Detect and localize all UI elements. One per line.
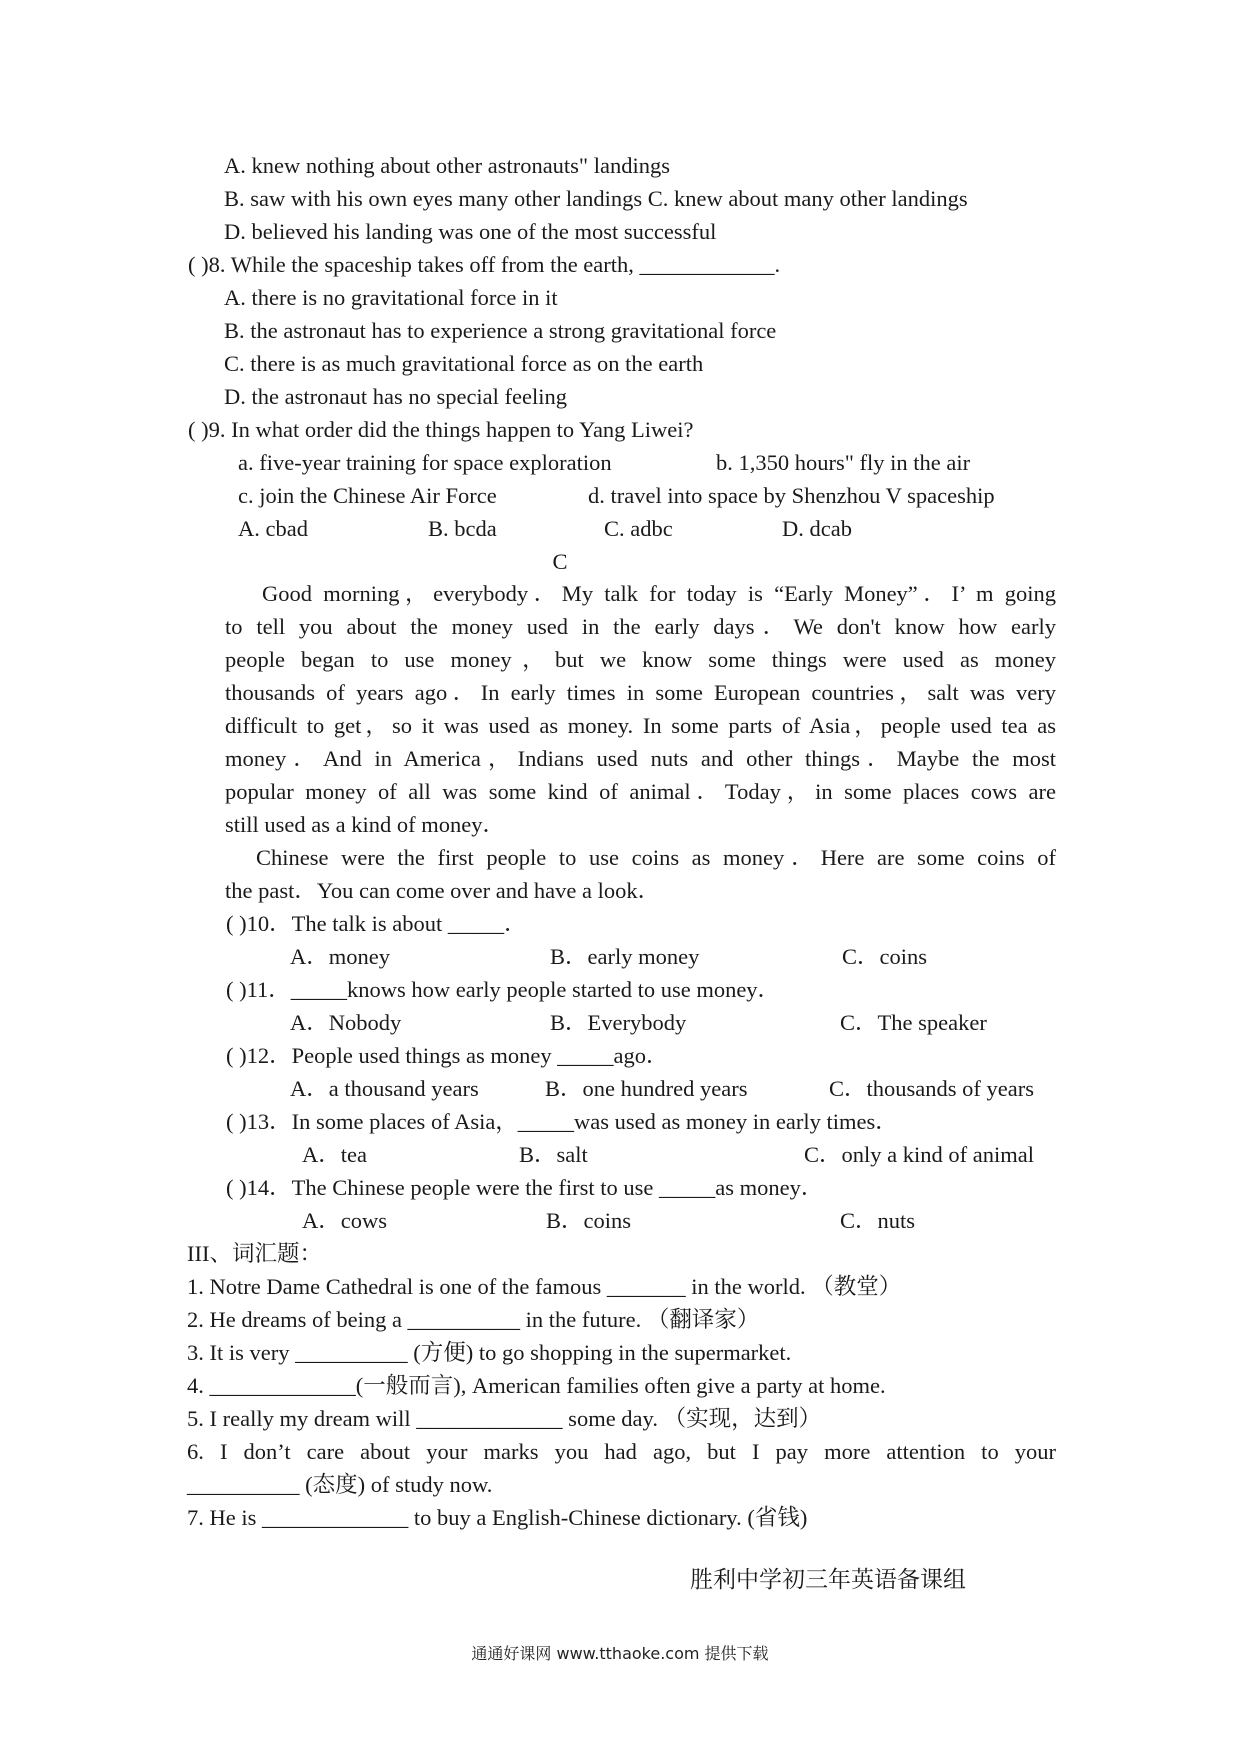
q14-option-b: B．coins bbox=[546, 1208, 632, 1233]
q7-option-d: D. believed his landing was one of the most successful bbox=[224, 219, 717, 244]
passage-c-line: Chinese were the first people to use coins as money．Here are some coins of bbox=[256, 845, 1056, 870]
q12-option-a: A．a thousand years bbox=[290, 1076, 479, 1101]
q9-event-d: d. travel into space by Shenzhou V spaceship bbox=[588, 483, 995, 508]
vocab-item-2: 2. He dreams of being a __________ in the future. （翻译家） bbox=[187, 1307, 760, 1332]
q9-option-b: B. bcda bbox=[428, 516, 497, 541]
passage-c-line: difficult to get，so it was used as money. In some parts of Asia，people used tea as bbox=[225, 713, 1056, 738]
q14-option-a: A．cows bbox=[302, 1208, 387, 1233]
passage-c-label: C bbox=[552, 549, 568, 574]
q13-option-b: B．salt bbox=[519, 1142, 588, 1167]
q11-option-b: B．Everybody bbox=[550, 1010, 687, 1035]
q13-option-c: C．only a kind of animal bbox=[804, 1142, 1034, 1167]
passage-c-line: still used as a kind of money． bbox=[225, 812, 505, 837]
q7-option-b-c: B. saw with his own eyes many other landings C. knew about many other landings bbox=[224, 186, 968, 211]
vocab-item-5: 5. I really my dream will _____________ some day. （实现，达到） bbox=[187, 1406, 822, 1431]
q10-option-b: B．early money bbox=[550, 944, 700, 969]
q9-stem: ( )9. In what order did the things happen to Yang Liwei? bbox=[188, 417, 694, 442]
q8-option-d: D. the astronaut has no special feeling bbox=[224, 384, 568, 409]
vocab-item-6: 6. I don’t care about your marks you had ago, but I pay more attention to your bbox=[187, 1439, 1056, 1464]
vocab-heading: III、词汇题： bbox=[187, 1241, 322, 1266]
q12-option-c: C．thousands of years bbox=[829, 1076, 1034, 1101]
q11-stem: ( )11．_____knows how early people started to use money． bbox=[226, 977, 781, 1002]
q8-option-c: C. there is as much gravitational force as on the earth bbox=[224, 351, 704, 376]
q12-option-b: B．one hundred years bbox=[545, 1076, 748, 1101]
q9-option-a: A. cbad bbox=[238, 516, 308, 541]
vocab-item-6-cont: __________ (态度) of study now. bbox=[187, 1472, 493, 1497]
passage-c-line: the past．You can come over and have a look． bbox=[225, 878, 661, 903]
signature: 胜利中学初三年英语备课组 bbox=[690, 1567, 966, 1592]
passage-c-line: thousands of years ago．In early times in some European countries，salt was very bbox=[225, 680, 1056, 705]
passage-c-line: to tell you about the money used in the early days．We don't know how early bbox=[225, 614, 1056, 639]
q9-event-a: a. five-year training for space exploration bbox=[238, 450, 612, 475]
q10-stem: ( )10．The talk is about _____． bbox=[226, 911, 527, 936]
download-footer: 通通好课网 www.tthaoke.com 提供下载 bbox=[471, 1644, 769, 1663]
q14-stem: ( )14．The Chinese people were the first to use _____as money． bbox=[226, 1175, 824, 1200]
q10-option-a: A．money bbox=[290, 944, 390, 969]
vocab-item-1: 1. Notre Dame Cathedral is one of the famous _______ in the world. （教堂） bbox=[187, 1274, 902, 1299]
q13-stem: ( )13．In some places of Asia，_____was used as money in early times． bbox=[226, 1109, 898, 1134]
passage-c-line: money．And in America，Indians used nuts and other things．Maybe the most bbox=[225, 746, 1056, 771]
q9-option-c: C. adbc bbox=[604, 516, 673, 541]
q11-option-c: C．The speaker bbox=[840, 1010, 987, 1035]
vocab-item-7: 7. He is _____________ to buy a English-Chinese dictionary. (省钱) bbox=[187, 1505, 808, 1530]
q14-option-c: C．nuts bbox=[840, 1208, 916, 1233]
vocab-item-4: 4. _____________(一般而言), American families often give a party at home. bbox=[187, 1373, 886, 1398]
vocab-item-3: 3. It is very __________ (方便) to go shopping in the supermarket. bbox=[187, 1340, 792, 1365]
passage-c-line: people began to use money，but we know some things were used as money bbox=[225, 647, 1056, 672]
q8-option-b: B. the astronaut has to experience a strong gravitational force bbox=[224, 318, 777, 343]
q12-stem: ( )12．People used things as money _____ago． bbox=[226, 1043, 669, 1068]
q9-event-b: b. 1,350 hours" fly in the air bbox=[716, 450, 971, 475]
q8-option-a: A. there is no gravitational force in it bbox=[224, 285, 558, 310]
q13-option-a: A．tea bbox=[302, 1142, 367, 1167]
q8-stem: ( )8. While the spaceship takes off from the earth, ____________. bbox=[188, 252, 781, 277]
q9-event-c: c. join the Chinese Air Force bbox=[238, 483, 497, 508]
q11-option-a: A．Nobody bbox=[290, 1010, 402, 1035]
q7-option-a: A. knew nothing about other astronauts" landings bbox=[224, 153, 670, 178]
q9-option-d: D. dcab bbox=[782, 516, 852, 541]
q10-option-c: C．coins bbox=[842, 944, 928, 969]
passage-c-line: Good morning，everybody．My talk for today is “Early Money”．I’ m going bbox=[262, 581, 1056, 606]
passage-c-line: popular money of all was some kind of animal．Today，in some places cows are bbox=[225, 779, 1056, 804]
